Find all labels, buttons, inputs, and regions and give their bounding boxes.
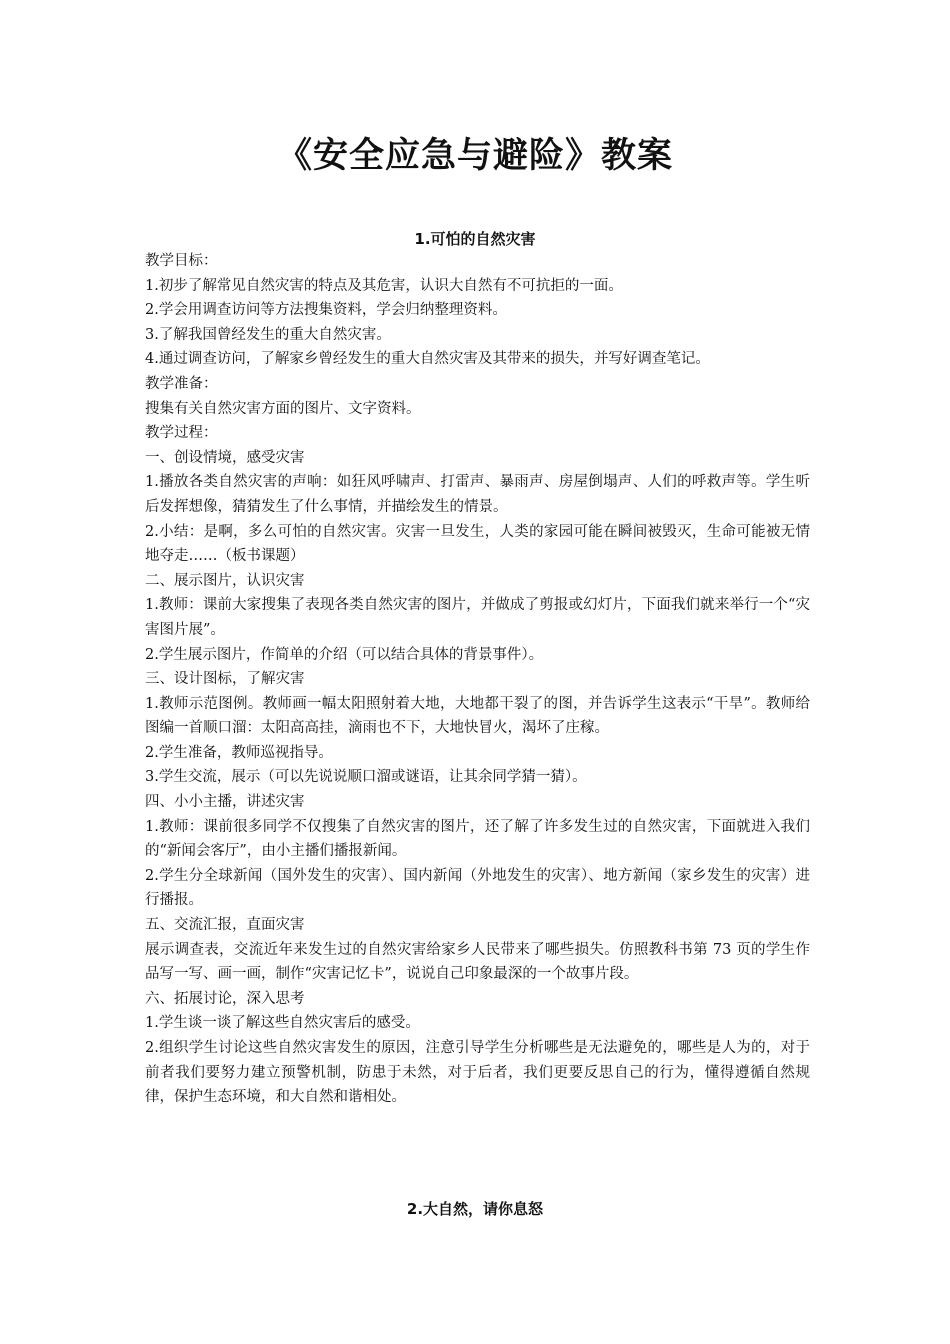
section-1-body: [145, 249, 810, 1110]
paragraph: 教学过程：: [145, 425, 218, 442]
paragraph: 展示调查表，交流近年来发生过的自然灾害给家乡人民带来了哪些损失。仿照教科书第 73 页的学生作品写一写、画一画，制作“灾害记忆卡”，说说自己印象最深的一个故事片段。: [145, 941, 810, 983]
paragraph: 教学目标：: [145, 253, 218, 269]
paragraph: 2.学生分全球新闻（国外发生的灾害）、国内新闻（外地发生的灾害）、地方新闻（家乡发生的灾害）进行播报。: [145, 867, 810, 909]
paragraph: 4.通过调查访问，了解家乡曾经发生的重大自然灾害及其带来的损失，并写好调查笔记。: [145, 351, 710, 368]
section-heading-1: 1.可怕的自然灾害: [414, 230, 536, 248]
paragraph: 四、小小主播，讲述灾害: [145, 794, 305, 811]
paragraph: 3.学生交流，展示（可以先说说顺口溜或谜语，让其余同学猜一猜）。: [145, 769, 587, 786]
paragraph: 1.初步了解常见自然灾害的特点及其危害，认识大自然有不可抗拒的一面。: [145, 277, 623, 294]
paragraph: 六、拓展讨论，深入思考: [145, 990, 305, 1007]
section-heading-2: 2.大自然，请你息怒: [406, 1200, 544, 1218]
paragraph: 1.教师：课前大家搜集了表现各类自然灾害的图片，并做成了剪报或幻灯片，下面我们就来举行一个“灾害图片展”。: [145, 597, 810, 638]
paragraph: 2.学生展示图片，作简单的介绍（可以结合具体的背景事件）。: [145, 646, 544, 663]
document-title: 《安全应急与避险》教案: [276, 136, 673, 176]
paragraph: 2.组织学生讨论这些自然灾害发生的原因，注意引导学生分析哪些是无法避免的，哪些是人为的，对于前者我们要努力建立预警机制，防患于未然，对于后者，我们更要反思自己的行为，懂得遵循自然规律，保护生态环境，和大自然和谐相处。: [145, 1040, 810, 1106]
paragraph: 五、交流汇报，直面灾害: [145, 917, 305, 934]
paragraph: 1.学生谈一谈了解这些自然灾害后的感受。: [145, 1015, 420, 1032]
paragraph: 2.学会用调查访问等方法搜集资料，学会归纳整理资料。: [145, 302, 507, 319]
paragraph: 教学准备：: [145, 375, 218, 392]
paragraph: 一、创设情境，感受灾害: [145, 449, 305, 466]
paragraph: 2.学生准备，教师巡视指导。: [145, 744, 333, 761]
paragraph: 3.了解我国曾经发生的重大自然灾害。: [145, 326, 391, 343]
paragraph: 1.播放各类自然灾害的声响：如狂风呼啸声、打雷声、暴雨声、房屋倒塌声、人们的呼救声等。学生听后发挥想像，猜猜发生了什么事情，并描绘发生的情景。: [145, 474, 810, 515]
paragraph: 三、设计图标，了解灾害: [145, 671, 305, 688]
paragraph: 1.教师：课前很多同学不仅搜集了自然灾害的图片，还了解了许多发生过的自然灾害，下面就进入我们的“新闻会客厅”，由小主播们播报新闻。: [145, 818, 810, 860]
paragraph: 搜集有关自然灾害方面的图片、文字资料。: [145, 400, 421, 417]
paragraph: 二、展示图片，认识灾害: [145, 572, 305, 589]
paragraph: 2.小结：是啊，多么可怕的自然灾害。灾害一旦发生，人类的家园可能在瞬间被毁灭，生命可能被无情地夺走……（板书课题）: [145, 523, 810, 565]
paragraph: 1.教师示范图例。教师画一幅太阳照射着大地，大地都干裂了的图，并告诉学生这表示“干旱”。教师给图编一首顺口溜：太阳高高挂，滴雨也不下，大地快冒火，渴坏了庄稼。: [145, 695, 810, 737]
